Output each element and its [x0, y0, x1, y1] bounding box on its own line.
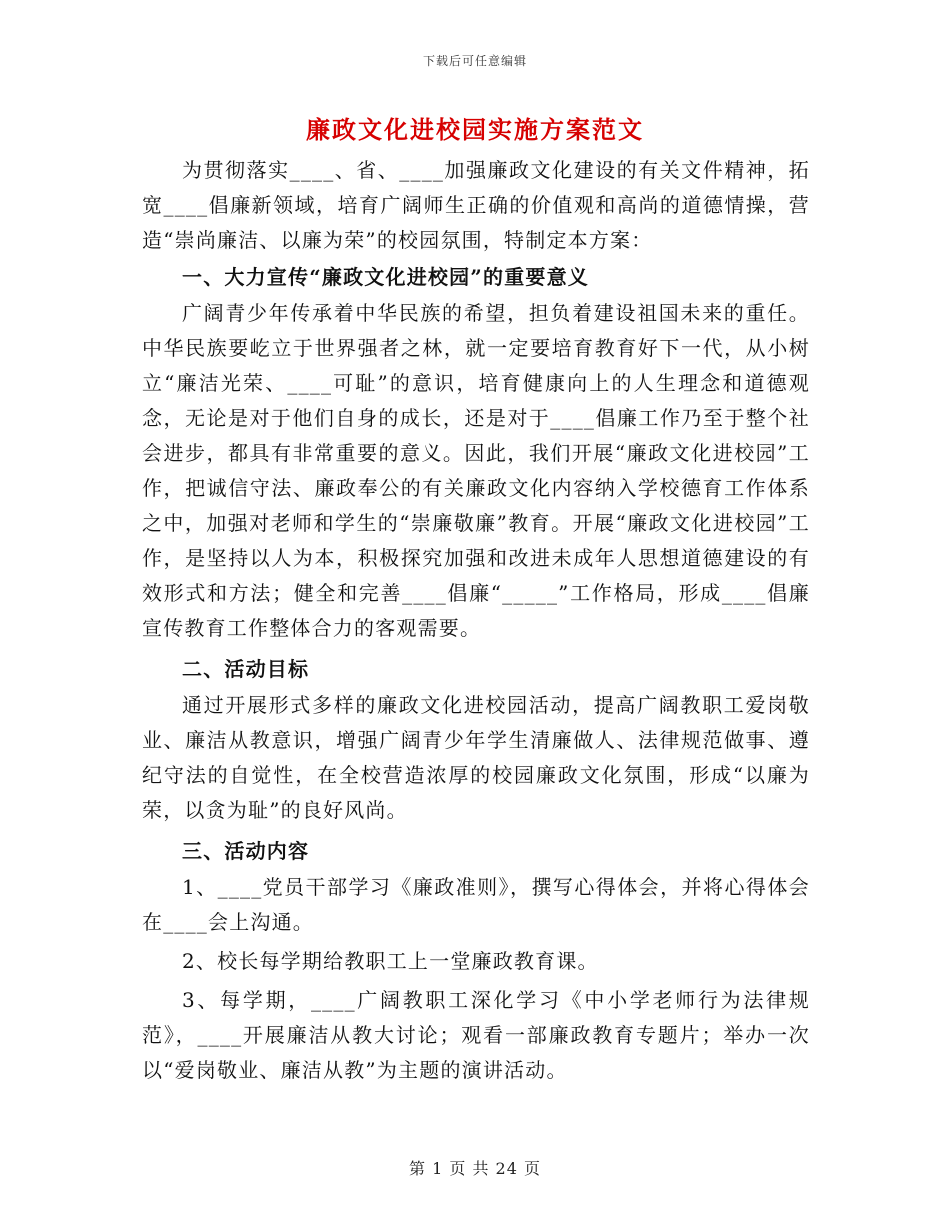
section-2-paragraph: 通过开展形式多样的廉政文化进校园活动，提高广阔教职工爱岗敬业、廉洁从教意识，增强广阔青少年学生清廉做人、法律规范做事、遵纪守法的自觉性，在全校营造浓厚的校园廉政文化氛围，形成“以廉为荣，以贪为耻”的良好风尚。	[142, 693, 810, 822]
intro-paragraph: 为贯彻落实____、省、____加强廉政文化建设的有关文件精神，拓宽____倡廉新领域，培育广阔师生正确的价值观和高尚的道德情操，营造“崇尚廉洁、以廉为荣”的校园氛围，特制定本方案：	[142, 158, 810, 252]
document-body	[142, 153, 810, 1088]
content-item-2: 2、校长每学期给教职工上一堂廉政教育课。	[182, 949, 599, 973]
content-item-3: 3、每学期，____广阔教职工深化学习《中小学老师行为法律规范》，____开展廉洁从教大讨论；观看一部廉政教育专题片；举办一次以“爱岗敬业、廉洁从教”为主题的演讲活动。	[142, 988, 810, 1082]
section-heading-2: 二、活动目标	[182, 657, 310, 681]
page-number-footer: 第 1 页 共 24 页	[409, 1159, 541, 1178]
section-heading-3: 三、活动内容	[182, 839, 310, 863]
header-note: 下载后可任意编辑	[422, 54, 527, 68]
section-heading-1: 一、大力宣传“廉政文化进校园”的重要意义	[182, 265, 590, 289]
document-title: 廉政文化进校园实施方案范文	[306, 115, 644, 144]
section-1-paragraph: 广阔青少年传承着中华民族的希望，担负着建设祖国未来的重任。中华民族要屹立于世界强者之林，就一定要培育教育好下一代，从小树立“廉洁光荣、____可耻”的意识，培育健康向上的人生理念和道德观念，无论是对于他们自身的成长，还是对于____倡廉工作乃至于整个社会进步，都具有非常重要的意义。因此，我们开展“廉政文化进校园”工作，把诚信守法、廉政奉公的有关廉政文化内容纳入学校德育工作体系之中，加强对老师和学生的“崇廉敬廉”教育。开展“廉政文化进校园”工作，是坚持以人为本，积极探究加强和改进未成年人思想道德建设的有效形式和方法；健全和完善____倡廉“_____”工作格局，形成____倡廉宣传教育工作整体合力的客观需要。	[142, 301, 810, 640]
content-item-1: 1、____党员干部学习《廉政准则》，撰写心得体会，并将心得体会在____会上沟通。	[142, 875, 810, 934]
